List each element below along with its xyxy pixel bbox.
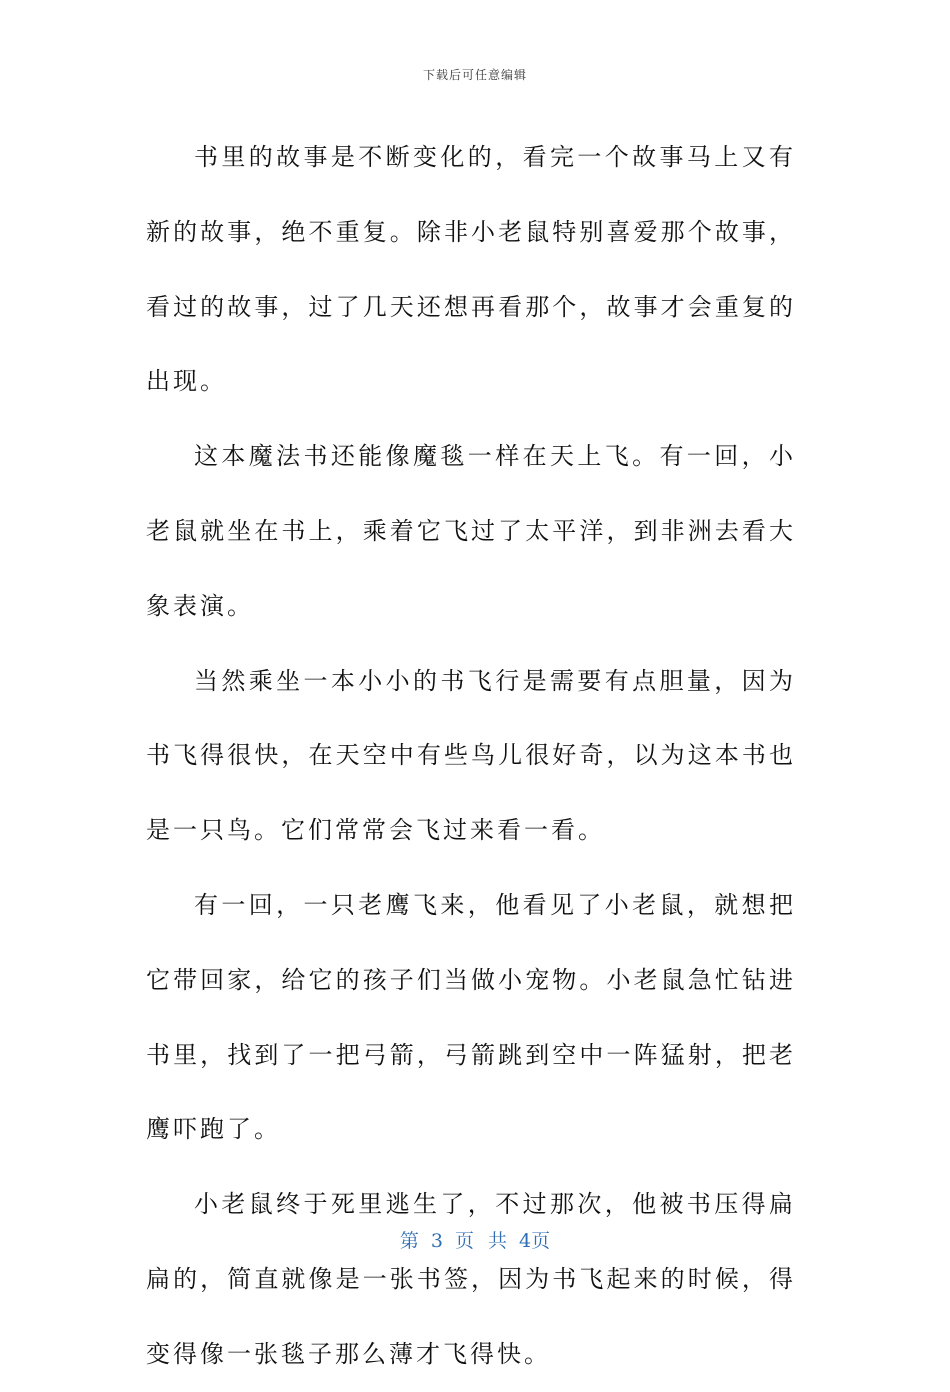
footer-total: 4页 — [519, 1230, 551, 1252]
paragraph: 小老鼠终于死里逃生了，不过那次，他被书压得扁扁的，简直就像是一张书签，因为书飞起来的时候，得变得像一张毯子那么薄才飞得快。 — [146, 1190, 796, 1368]
footer-page-number: 3 — [430, 1230, 443, 1252]
page-header: 下载后可任意编辑 — [422, 68, 527, 82]
footer-middle: 页 共 — [454, 1230, 508, 1252]
footer-prefix: 第 — [399, 1230, 419, 1252]
paragraph: 当然乘坐一本小小的书飞行是需要有点胆量，因为书飞得很快，在天空中有些鸟儿很好奇，以为这本书也是一只鸟。它们常常会飞过来看一看。 — [146, 666, 796, 845]
document-body — [146, 120, 796, 1392]
page-footer — [0, 1226, 950, 1253]
paragraph: 书里的故事是不断变化的，看完一个故事马上又有新的故事，绝不重复。除非小老鼠特别喜爱那个故事，看过的故事，过了几天还想再看那个，故事才会重复的出现。 — [146, 143, 796, 396]
paragraph: 这本魔法书还能像魔毯一样在天上飞。有一回，小老鼠就坐在书上，乘着它飞过了太平洋，到非洲去看大象表演。 — [146, 442, 796, 620]
paragraph: 有一回，一只老鹰飞来，他看见了小老鼠，就想把它带回家，给它的孩子们当做小宠物。小老鼠急忙钻进书里，找到了一把弓箭，弓箭跳到空中一阵猛射，把老鹰吓跑了。 — [146, 890, 796, 1144]
